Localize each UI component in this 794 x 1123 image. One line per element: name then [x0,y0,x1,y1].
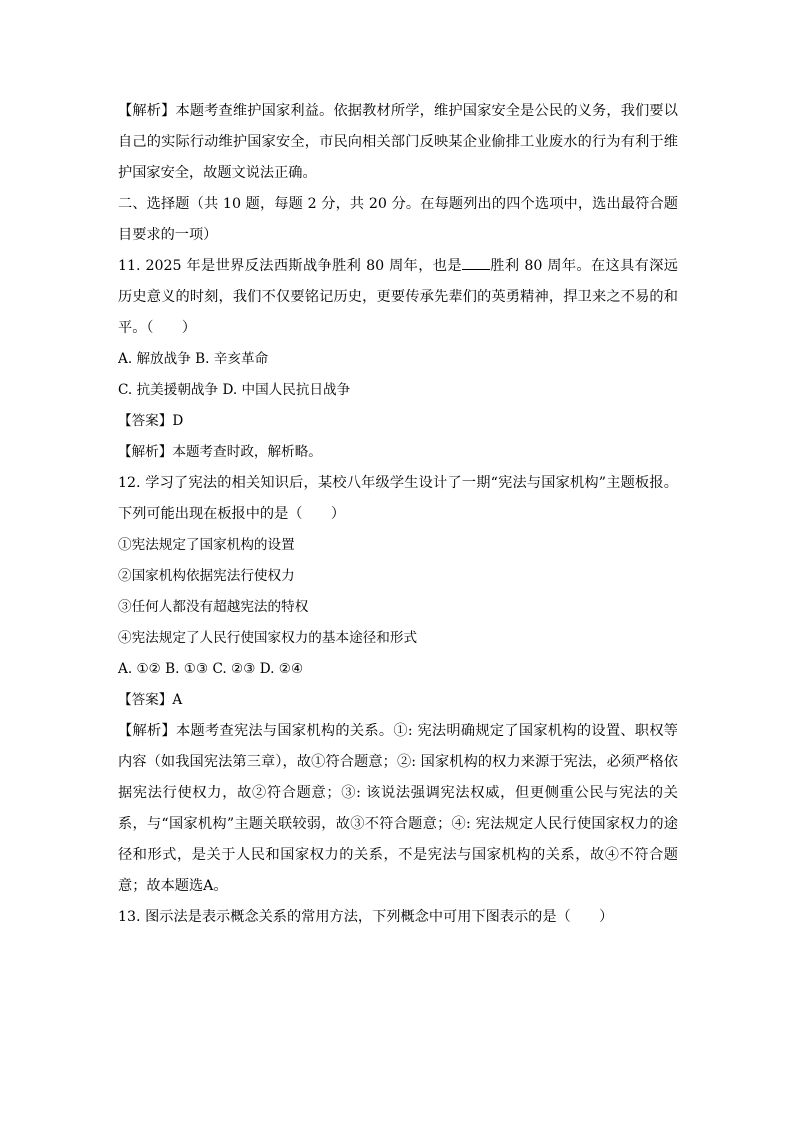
question-12-statement-2: ②国家机构依据宪法行使权力 [118,568,295,584]
question-13: 13. 图示法是表示概念关系的常用方法，下列概念中可用下图表示的是（ ） [118,909,614,925]
document-page [118,96,678,933]
question-11-text-after-blank: 胜利 80 周年。在这具有深远历史意义的时刻，我们不仅要铭记历史，更要传承先辈们的英勇精神，捍卫来之不易的和平。（ ） [118,258,678,336]
question-11-analysis: 【解析】本题考查时政，解析略。 [118,444,322,460]
question-11-text-before-blank: 11. 2025 年是世界反法西斯战争胜利 80 周年，也是 [118,258,462,274]
question-11-options-ab: A. 解放战争 B. 辛亥革命 [118,351,269,367]
section-heading-multiple-choice: 二、选择题（共 10 题，每题 2 分，共 20 分。在每题列出的四个选项中，选出最符合题目要求的一项） [118,196,678,243]
question-12-answer: 【答案】A [118,692,183,708]
question-11-blank [462,255,490,270]
question-11-answer: 【答案】D [118,413,184,429]
analysis-paragraph-q10: 【解析】本题考查维护国家利益。依据教材所学，维护国家安全是公民的义务，我们要以自己的实际行动维护国家安全，市民向相关部门反映某企业偷排工业废水的行为有利于维护国家安全，故题文说法正确。 [118,103,678,181]
question-11-options-cd: C. 抗美援朝战争 D. 中国人民抗日战争 [118,382,351,398]
question-12: 12. 学习了宪法的相关知识后，某校八年级学生设计了一期“宪法与国家机构”主题板报。下列可能出现在板报中的是（ ） [118,475,678,522]
question-12-statement-3: ③任何人都没有超越宪法的特权 [118,599,309,615]
question-11 [118,251,678,344]
question-12-analysis: 【解析】本题考查宪法与国家机构的关系。①: 宪法明确规定了国家机构的设置、职权等内容（如我国宪法第三章），故①符合题意；②: 国家机构的权力来源于宪法，必须严格依据宪法行使权力，故②符合题意；③: 该说法强调宪法权威，但更侧重公民与宪法的关系，与“国家机构”主题关联较弱，故③不符合题意；④: 宪法规定人民行使国家权力的途径和形式，是关于人民和国家权力的关系，不是宪法与国家机构的关系，故④不符合题意；故本题选A。 [118,723,678,894]
question-12-statement-1: ①宪法规定了国家机构的设置 [118,537,295,553]
question-12-statement-4: ④宪法规定了人民行使国家权力的基本途径和形式 [118,630,418,646]
question-12-options: A. ①② B. ①③ C. ②③ D. ②④ [118,661,304,677]
